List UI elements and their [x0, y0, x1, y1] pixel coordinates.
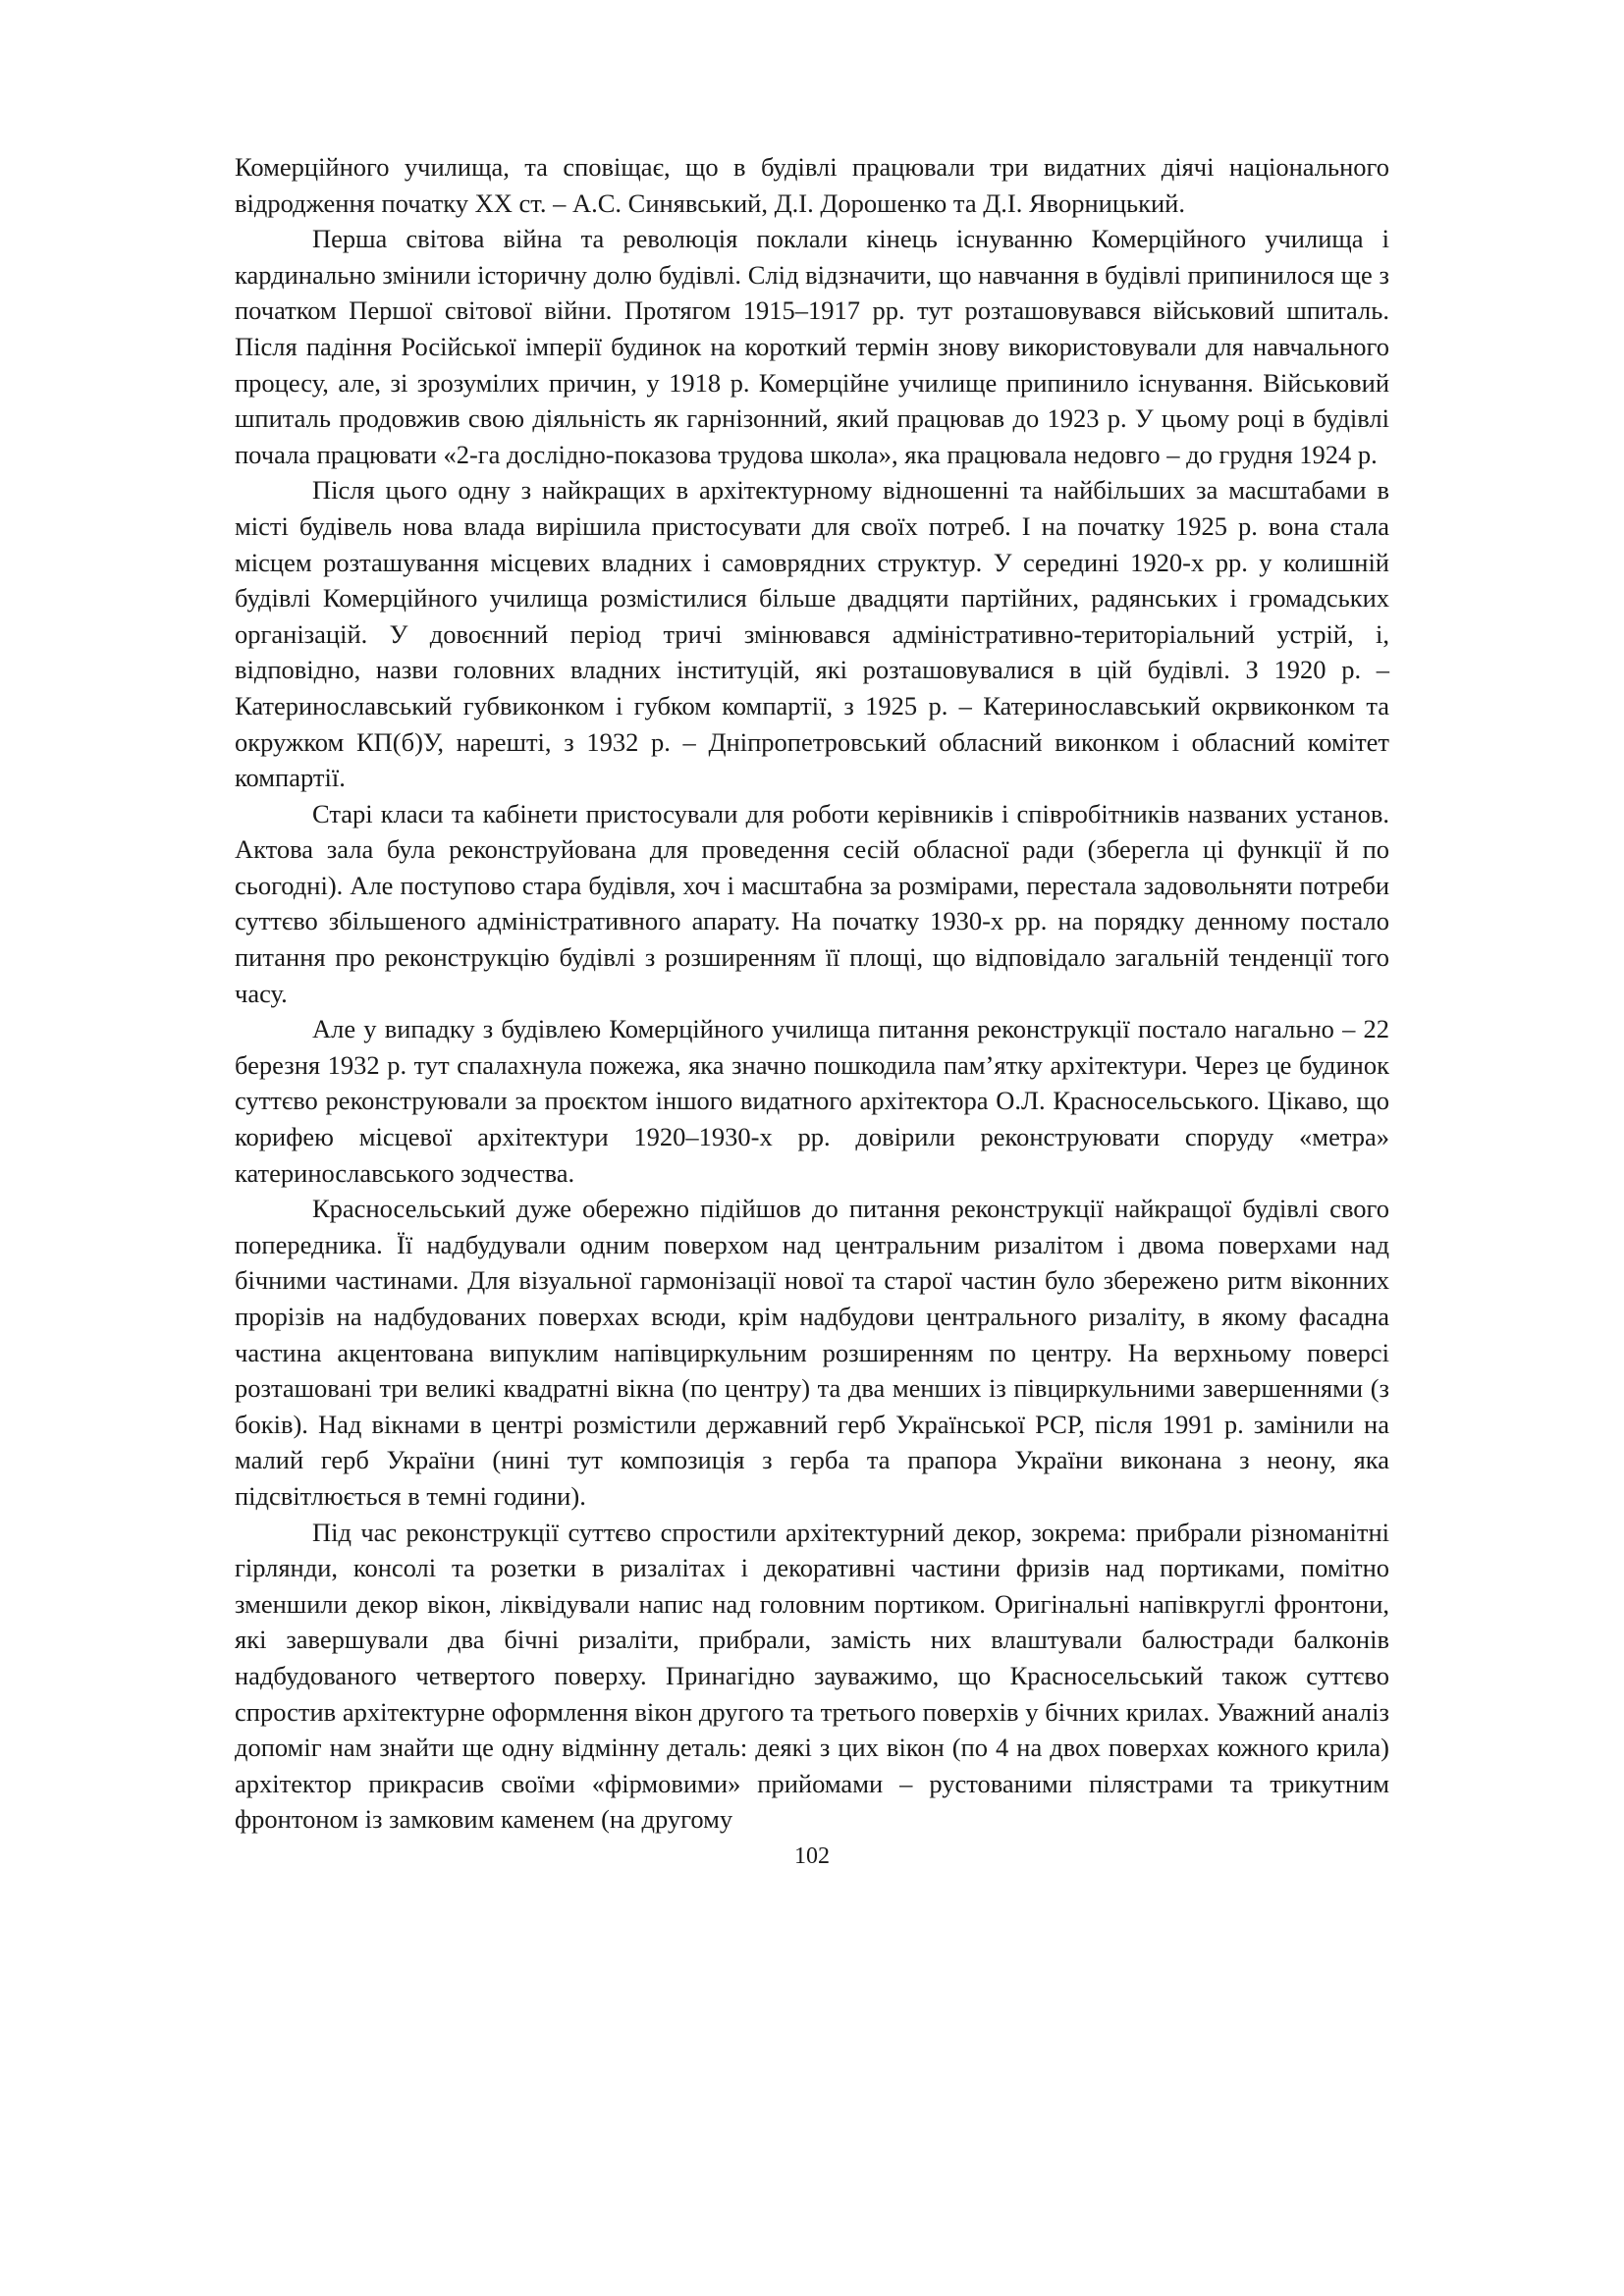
paragraph-continued: Комерційного училища, та сповіщає, що в будівлі працювали три видатних діячі національного відродження початку XX ст. – А.С. Синявський, Д.І. Дорошенко та Д.І. Яворницький.	[235, 152, 1389, 218]
paragraph: Після цього одну з найкращих в архітектурному відношенні та найбільших за масштабами в місті будівель нова влада вирішила пристосувати для своїх потреб. І на початку 1925 р. вона стала місцем розташування місцевих владних і самоврядних структур. У середині 1920-х рр. у колишній будівлі Комерційного училища розмістилися більше двадцяти партійних, радянських і громадських організацій. У довоєнний період тричі змінювався адміністративно-територіальний устрій, і, відповідно, назви головних владних інституцій, які розташовувалися в цій будівлі. З 1920 р. – Катеринославський губвиконком і губком компартії, з 1925 р. – Катеринославський окрвиконком та окружком КП(б)У, нарешті, з 1932 р. – Дніпропетровський обласний виконком і обласний комітет компартії.	[235, 475, 1389, 793]
page-number: 102	[794, 1843, 830, 1869]
paragraph: Але у випадку з будівлею Комерційного училища питання реконструкції постало нагально – 22 березня 1932 р. тут спалахнула пожежа, яка значно пошкодила пам’ятку архітектури. Через це будинок суттєво реконструювали за проєктом іншого видатного архітектора О.Л. Красносельського. Цікаво, що корифею місцевої архітектури 1920–1930-х рр. довірили реконструювати споруду «метра» катеринославського зодчества.	[235, 1014, 1389, 1188]
paragraph: Під час реконструкції суттєво спростили архітектурний декор, зокрема: прибрали різноманітні гірлянди, консолі та розетки в ризалітах і декоративні частини фризів над портиками, помітно зменшили декор вікон, ліквідували напис над головним портиком. Оригінальні напівкруглі фронтони, які завершували два бічні ризаліти, прибрали, замість них влаштували балюстради балконів надбудованого четвертого поверху. Принагідно зауважимо, що Красносельський також суттєво спростив архітектурне оформлення вікон другого та третього поверхів у бічних крилах. Уважний аналіз допоміг нам знайти ще одну відмінну деталь: деякі з цих вікон (по 4 на двох поверхах кожного крила) архітектор прикрасив своїми «фірмовими» прийомами – рустованими пілястрами та трикутним фронтоном із замковим каменем (на другому	[235, 1517, 1389, 1835]
paragraph: Красносельський дуже обережно підійшов до питання реконструкції найкращої будівлі свого попередника. Її надбудували одним поверхом над центральним ризалітом і двома поверхами над бічними частинами. Для візуальної гармонізації нової та старої частин було збережено ритм віконних прорізів на надбудованих поверхах всюди, крім надбудови центрального ризаліту, в якому фасадна частина акцентована випуклим напівциркульним розширенням по центру. На верхньому поверсі розташовані три великі квадратні вікна (по центру) та два менших із півциркульними завершеннями (з боків). Над вікнами в центрі розмістили державний герб Української РСР, після 1991 р. замінили на малий герб України (нині тут композиція з герба та прапора України виконана з неону, яка підсвітлюється в темні години).	[235, 1194, 1389, 1511]
paragraph: Старі класи та кабінети пристосували для роботи керівників і співробітників названих установ. Актова зала була реконструйована для проведення сесій обласної ради (зберегла ці функції й по сьогодні). Але поступово стара будівля, хоч і масштабна за розмірами, перестала задовольняти потреби суттєво збільшеного адміністративного апарату. На початку 1930-х рр. на порядку денному постало питання про реконструкцію будівлі з розширенням її площі, що відповідало загальній тенденції того часу.	[235, 798, 1389, 1008]
paragraph: Перша світова війна та революція поклали кінець існуванню Комерційного училища і кардинально змінили історичну долю будівлі. Слід відзначити, що навчання в будівлі припинилося ще з початком Першої світової війни. Протягом 1915–1917 рр. тут розташовувався військовий шпиталь. Після падіння Російської імперії будинок на короткий термін знову використовували для навчального процесу, але, зі зрозумілих причин, у 1918 р. Комерційне училище припинило існування. Військовий шпиталь продовжив свою діяльність як гарнізонний, який працював до 1923 р. У цьому році в будівлі почала працювати «2-га дослідно-показова трудова школа», яка працювала недовго – до грудня 1924 р.	[235, 224, 1389, 469]
page-body	[235, 149, 1389, 1838]
